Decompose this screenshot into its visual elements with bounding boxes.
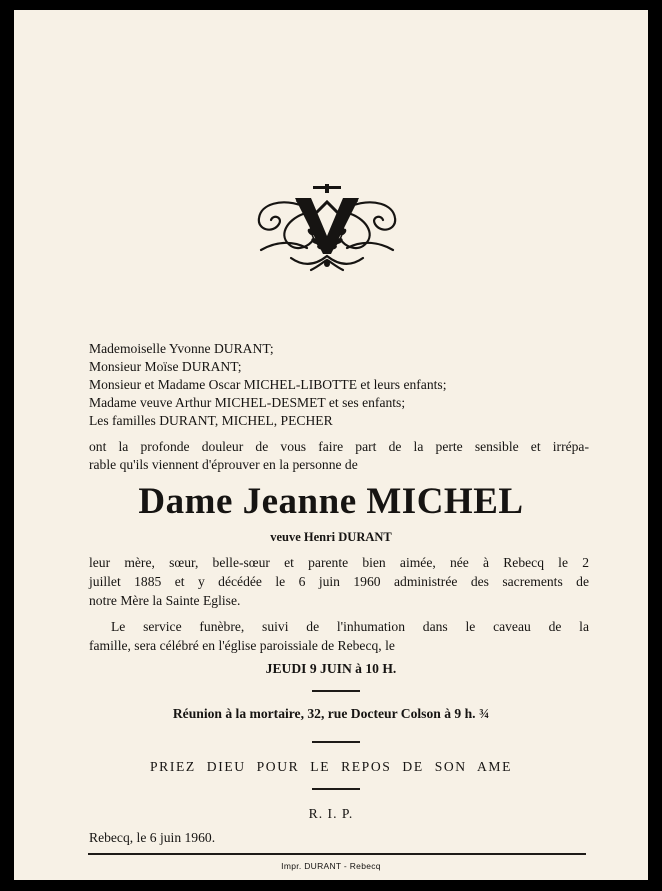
divider	[312, 788, 360, 790]
divider	[312, 690, 360, 692]
bio-line: notre Mère la Sainte Eglise.	[89, 593, 241, 608]
prayer-line: PRIEZ DIEU POUR LE REPOS DE SON AME	[150, 759, 512, 774]
deceased-name: Dame Jeanne MICHEL	[138, 481, 524, 522]
divider	[312, 741, 360, 743]
imprint: Impr. DURANT - Rebecq	[281, 861, 381, 871]
widow-of-line: veuve Henri DURANT	[270, 530, 392, 544]
monogram-emblem-icon	[251, 184, 403, 276]
addressee-line: Monsieur et Madame Oscar MICHEL-LIBOTTE et leurs enfants;	[89, 377, 447, 392]
gathering-line: Réunion à la mortaire, 32, rue Docteur Colson à 9 h. ¾	[172, 706, 490, 721]
intro-line: rable qu'ils viennent d'éprouver en la personne de	[89, 457, 358, 472]
place-date: Rebecq, le 6 juin 1960.	[89, 830, 216, 845]
addressee-line: Mademoiselle Yvonne DURANT;	[89, 341, 274, 356]
service-date: JEUDI 9 JUIN à 10 H.	[265, 661, 397, 676]
bio-line: leur mère, sœur, belle-sœur et parente bien aimée, née à Rebecq le 2	[89, 555, 589, 570]
service-line: famille, sera célébré en l'église paroissiale de Rebecq, le	[89, 638, 395, 653]
addressee-line: Madame veuve Arthur MICHEL-DESMET et ses enfants;	[89, 395, 406, 410]
addressee-line: Monsieur Moïse DURANT;	[89, 359, 242, 374]
service-line: Le service funèbre, suivi de l'inhumation dans le caveau de la	[111, 619, 589, 634]
intro-line: ont la profonde douleur de vous faire part de la perte sensible et irrépa-	[89, 439, 589, 454]
addressee-line: Les familles DURANT, MICHEL, PECHER	[89, 413, 333, 428]
bio-line: juillet 1885 et y décédée le 6 juin 1960 administrée des sacrements de	[89, 574, 589, 589]
rip-line: R. I. P.	[308, 806, 354, 821]
footer-divider	[88, 853, 586, 855]
